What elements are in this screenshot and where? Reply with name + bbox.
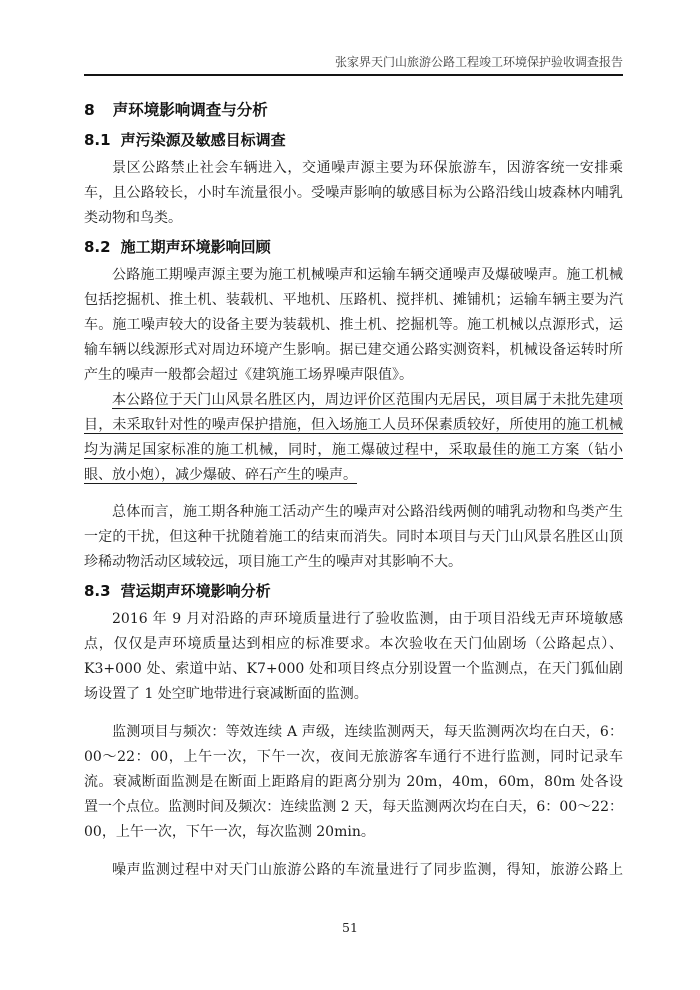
section-number: 8.3 <box>84 582 111 600</box>
page-header <box>84 55 623 76</box>
page-number: 51 <box>342 920 358 935</box>
paragraph-construction-noise: 公路施工期噪声源主要为施工机械噪声和运输车辆交通噪声及爆破噪声。施工机械包括挖掘机、推土机、装载机、平地机、压路机、搅拌机、摊铺机；运输车辆主要为汽车。施工噪声较大的设备主要为装载机、推土机、挖掘机等。施工机械以点源形式，运输车辆以线源形式对周边环境产生影响。据已建交通公路实测资料，机械设备运转时所产生的噪声一般都会超过《建筑施工场界噪声限值》。 <box>84 267 623 383</box>
section-title: 声污染源及敏感目标调查 <box>120 131 286 149</box>
page-content <box>84 88 623 883</box>
paragraph-monitoring-frequency: 监测项目与频次：等效连续 A 声级，连续监测两天，每天监测两次均在白天，6：00～22：00，上午一次，下午一次，夜间无旅游客车通行不进行监测，同时记录车流。衰减断面监测是在断面上距路肩的距离分别为 20m，40m，60m，80m 处各设置一个点位。监测时间及频次：连续监测 2 天，每天监测两次均在白天，6：00～22：00，上午一次，下午一次，每次监测 20min。 <box>84 724 623 840</box>
section-heading-8-2 <box>84 237 623 257</box>
section-title: 营运期声环境影响分析 <box>120 582 271 600</box>
section-number: 8.2 <box>84 238 111 256</box>
running-title: 张家界天门山旅游公路工程竣工环境保护验收调查报告 <box>334 55 623 69</box>
chapter-number: 8 <box>84 101 95 119</box>
paragraph-noise-sources: 景区公路禁止社会车辆进入，交通噪声源主要为环保旅游车，因游客统一安排乘车，且公路较长，小时车流量很小。受噪声影响的敏感目标为公路沿线山坡森林内哺乳类动物和鸟类。 <box>84 160 623 226</box>
paragraph-underlined-mitigation: 本公路位于天门山风景名胜区内，周边评价区范围内无居民，项目属于未批先建项目，未采取针对性的噪声保护措施，但入场施工人员环保素质较好，所使用的施工机械均为满足国家标准的施工机械，同时，施工爆破过程中，采取最佳的施工方案（钻小眼、放小炮），减少爆破、碎石产生的噪声。 <box>84 392 623 483</box>
section-title: 施工期声环境影响回顾 <box>120 238 271 256</box>
paragraph-acceptance-monitoring: 2016 年 9 月对沿路的声环境质量进行了验收监测，由于项目沿线无声环境敏感点，仅仅是声环境质量达到相应的标准要求。本次验收在天门仙剧场（公路起点）、K3+000 处、索道中站、K7+000 处和项目终点分别设置一个监测点，在天门狐仙剧场设置了 1 处空旷地带进行衰减断面的监测。 <box>84 611 623 702</box>
section-heading-8-1 <box>84 130 623 150</box>
paragraph-traffic-monitoring: 噪声监测过程中对天门山旅游公路的车流量进行了同步监测，得知，旅游公路上 <box>112 862 623 878</box>
paragraph-construction-summary: 总体而言，施工期各种施工活动产生的噪声对公路沿线两侧的哺乳动物和鸟类产生一定的干扰，但这种干扰随着施工的结束而消失。同时本项目与天门山风景名胜区山顶珍稀动物活动区域较远，项目施工产生的噪声对其影响不大。 <box>84 504 623 570</box>
section-number: 8.1 <box>84 131 111 149</box>
section-heading-8-3 <box>84 581 623 601</box>
chapter-heading <box>84 100 623 120</box>
page-footer <box>0 920 700 935</box>
chapter-title: 声环境影响调查与分析 <box>112 101 268 119</box>
